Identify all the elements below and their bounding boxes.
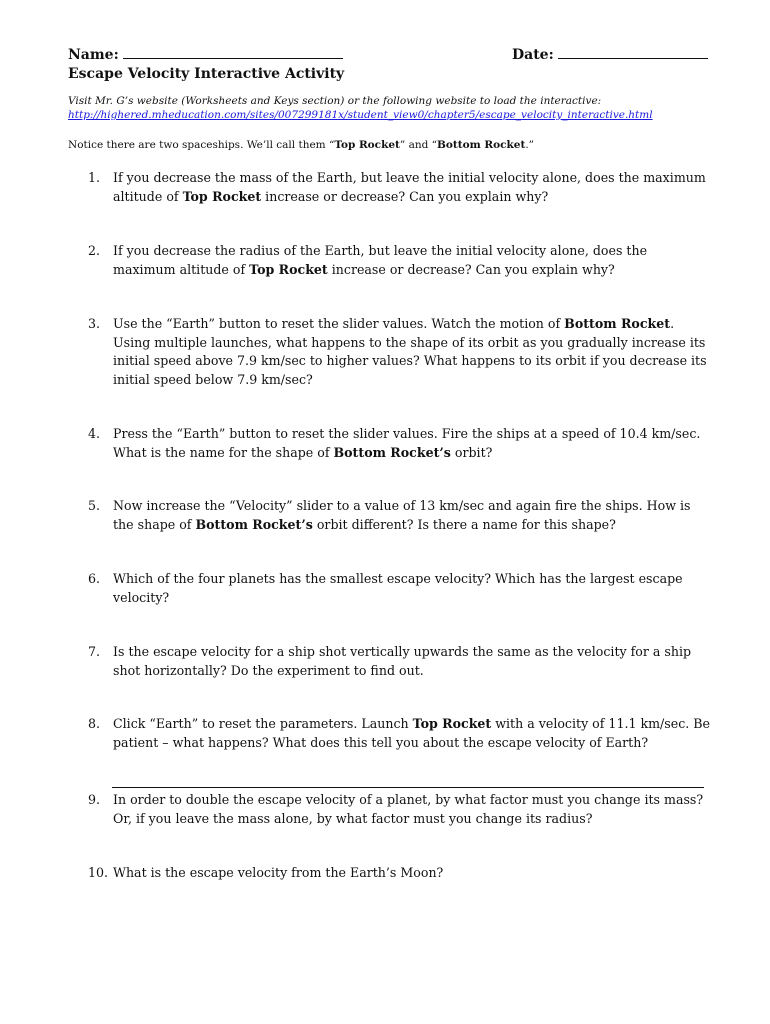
question-3 xyxy=(88,315,713,389)
question-text xyxy=(113,497,713,534)
question-8 xyxy=(88,715,713,752)
question-1 xyxy=(88,169,713,206)
question-text-bold: Top Rocket xyxy=(412,716,492,731)
question-text xyxy=(113,864,713,883)
notice-prefix: Notice there are two spaceships. We’ll call them “ xyxy=(68,139,335,151)
notice-text xyxy=(68,139,534,151)
visit-instructions: Visit Mr. G’s website (Worksheets and Keys section) or the following website to load the interactive: xyxy=(68,95,602,107)
question-7 xyxy=(88,643,713,680)
question-text xyxy=(113,242,713,279)
question-number: 7. xyxy=(88,644,101,659)
name-blank-line xyxy=(123,45,343,59)
question-text xyxy=(113,315,713,389)
question-text-part: Press the “Earth” button to reset the slider values. Fire the ships at a speed of 10.4 km/sec. What is the name for the shape of xyxy=(113,426,701,460)
question-10 xyxy=(88,864,713,883)
question-text-part: orbit? xyxy=(450,444,493,460)
question-9 xyxy=(88,791,713,828)
question-text-part: What is the escape velocity from the Earth’s Moon? xyxy=(113,865,444,880)
date-field xyxy=(512,45,708,63)
question-text-part: Is the escape velocity for a ship shot vertically upwards the same as the velocity for a ship shot horizontally? Do the experiment to find out. xyxy=(113,644,692,678)
date-label: Date: xyxy=(512,47,554,63)
question-text-part: orbit different? Is there a name for this shape? xyxy=(312,516,616,532)
question-text-part: In order to double the escape velocity of a planet, by what factor must you change its mass? Or, if you leave the mass alone, by what factor must you change its radius? xyxy=(113,792,704,826)
question-6 xyxy=(88,570,713,607)
question-text-bold: Bottom Rocket’s xyxy=(333,444,451,460)
question-text-part: Now increase the “Velocity” slider to a value of 13 km/sec and again fire the ships. How is the shape of xyxy=(113,498,691,532)
question-text-part: increase or decrease? Can you explain why? xyxy=(261,188,549,204)
question-number: 8. xyxy=(88,716,101,731)
horizontal-divider xyxy=(112,787,704,788)
page-title: Escape Velocity Interactive Activity xyxy=(68,66,345,82)
interactive-link[interactable]: http://highered.mheducation.com/sites/007299181x/student_view0/chapter5/escape_velocity_interactive.html xyxy=(68,109,653,121)
question-number: 1. xyxy=(88,170,101,185)
question-text-part: Click “Earth” to reset the parameters. Launch xyxy=(113,716,413,731)
name-label: Name: xyxy=(68,47,119,63)
question-text-part: If you decrease the mass of the Earth, but leave the initial velocity alone, does the maximum altitude of xyxy=(113,170,706,204)
name-field xyxy=(68,45,343,63)
question-number: 2. xyxy=(88,243,101,258)
question-text-bold: Top Rocket xyxy=(249,261,328,277)
question-text xyxy=(113,570,713,607)
question-text xyxy=(113,425,713,462)
question-2 xyxy=(88,242,713,279)
question-text-bold: Bottom Rocket’s xyxy=(195,516,313,532)
question-text xyxy=(113,169,713,206)
question-text-part: Use the “Earth” button to reset the slider values. Watch the motion of xyxy=(113,316,565,331)
notice-suffix: .” xyxy=(525,139,535,151)
question-text xyxy=(113,715,713,752)
question-text-part: . Using multiple launches, what happens to the shape of its orbit as you gradually increase its initial speed above 7.9 km/sec to higher values? What happens to its orbit if you decrease its initial speed below 7.9 km/sec? xyxy=(113,316,707,387)
question-text-bold: Top Rocket xyxy=(182,188,262,204)
question-text xyxy=(113,643,713,680)
question-number: 3. xyxy=(88,316,101,331)
question-text-part: If you decrease the radius of the Earth, but leave the initial velocity alone, does the maximum altitude of xyxy=(113,243,648,277)
notice-bottom-rocket: Bottom Rocket xyxy=(437,139,526,151)
question-number: 4. xyxy=(88,426,101,441)
question-4 xyxy=(88,425,713,462)
question-text-bold: Bottom Rocket xyxy=(564,316,671,331)
question-number: 10. xyxy=(88,865,109,880)
question-5 xyxy=(88,497,713,534)
question-text xyxy=(113,791,713,828)
question-number: 9. xyxy=(88,792,101,807)
question-text-part: increase or decrease? Can you explain why? xyxy=(327,261,615,277)
notice-top-rocket: Top Rocket xyxy=(334,139,400,151)
question-number: 6. xyxy=(88,571,101,586)
question-text-part: with a velocity of 11.1 km/sec. Be patient – what happens? What does this tell you about the escape velocity of Earth? xyxy=(113,716,710,750)
header-row xyxy=(68,45,704,67)
question-text-part: Which of the four planets has the smallest escape velocity? Which has the largest escape velocity? xyxy=(113,571,683,605)
question-number: 5. xyxy=(88,498,101,513)
date-blank-line xyxy=(558,45,708,59)
notice-middle: ” and “ xyxy=(399,139,438,151)
